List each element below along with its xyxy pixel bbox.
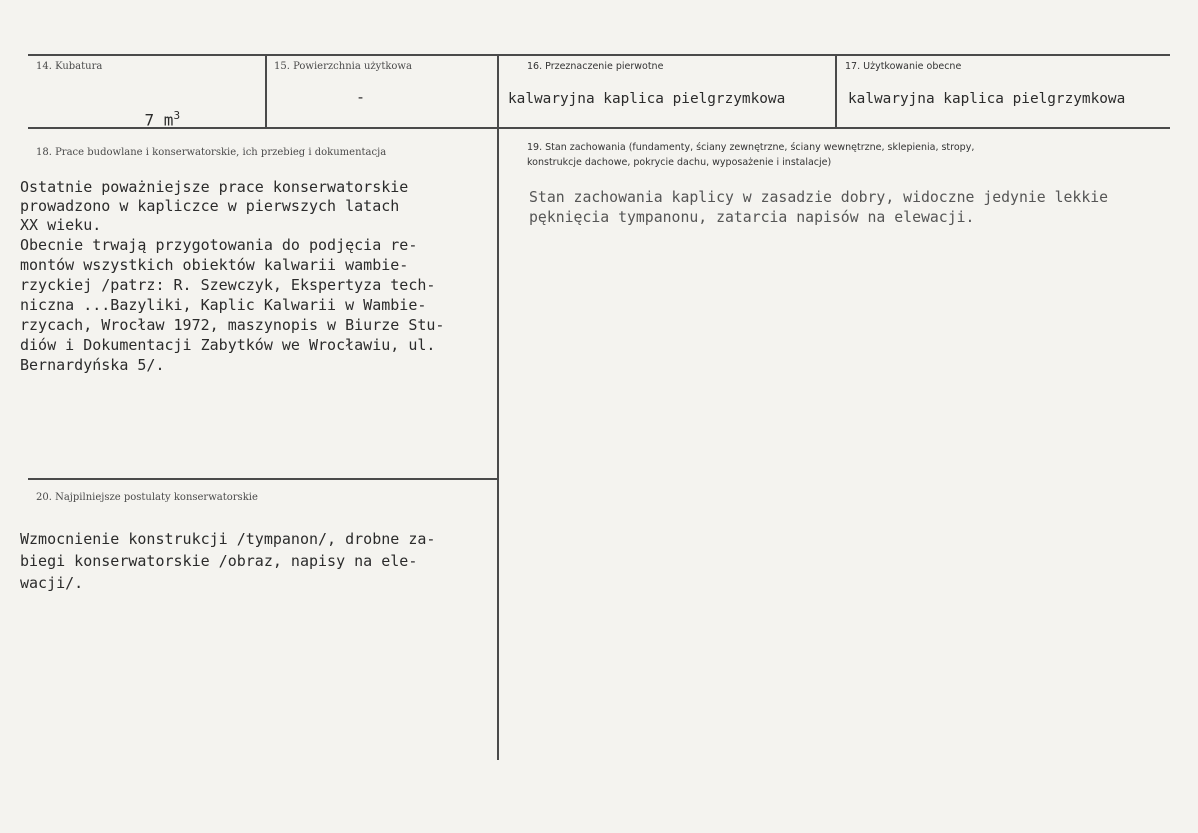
top-rule xyxy=(28,54,1170,56)
field-20-line: Wzmocnienie konstrukcji /tympanon/, drobne za- xyxy=(20,530,436,548)
field-14-value-exponent: 3 xyxy=(173,108,181,122)
field-18-line: montów wszystkich obiektów kalwarii wambie- xyxy=(20,256,409,274)
field-14-value-text: 7 m xyxy=(144,109,174,129)
field-18-line: rzycach, Wrocław 1972, maszynopis w Biurze Stu- xyxy=(20,316,445,334)
field-19-label-line1: 19. Stan zachowania (fundamenty, ściany zewnętrzne, ściany wewnętrzne, sklepienia, stropy, xyxy=(527,142,975,153)
field-19-line: pęknięcia tympanonu, zatarcia napisów na elewacji. xyxy=(529,209,975,226)
field-17-label: 17. Użytkowanie obecne xyxy=(845,61,962,72)
field-15-value: - xyxy=(356,88,366,106)
field-16-value: kalwaryjna kaplica pielgrzymkowa xyxy=(508,91,786,107)
field-20-line: biegi konserwatorskie /obraz, napisy na ele- xyxy=(20,552,418,570)
divider-16-17 xyxy=(835,54,837,128)
field-17-value: kalwaryjna kaplica pielgrzymkowa xyxy=(848,91,1126,107)
divider-main xyxy=(497,54,499,760)
field-16-label: 16. Przeznaczenie pierwotne xyxy=(527,61,664,72)
field-18-line: Bernardyńska 5/. xyxy=(20,356,165,374)
section18-bottom-rule xyxy=(28,478,498,480)
field-18-line: Ostatnie poważniejsze prace konserwatorskie xyxy=(20,178,409,196)
field-20-label: 20. Najpilniejsze postulaty konserwatorskie xyxy=(36,492,258,503)
field-14-label: 14. Kubatura xyxy=(36,61,103,72)
field-20-line: wacji/. xyxy=(20,574,84,592)
field-18-line: niczna ...Bazyliki, Kaplic Kalwarii w Wambie- xyxy=(20,296,427,314)
field-18-line: XX wieku. xyxy=(20,216,102,234)
field-18-line: Obecnie trwają przygotowania do podjęcia re- xyxy=(20,236,418,254)
field-19-label-line2: konstrukcje dachowe, pokrycie dachu, wyposażenie i instalacje) xyxy=(527,157,832,168)
field-18-line: prowadzono w kapliczce w pierwszych latach xyxy=(20,197,400,215)
field-14-value xyxy=(106,86,180,149)
field-18-line: diów i Dokumentacji Zabytków we Wrocławiu, ul. xyxy=(20,336,436,354)
field-15-label: 15. Powierzchnia użytkowa xyxy=(274,61,412,72)
field-19-line: Stan zachowania kaplicy w zasadzie dobry, widoczne jedynie lekkie xyxy=(529,189,1109,206)
divider-14-15 xyxy=(265,54,267,128)
field-18-line: rzyckiej /patrz: R. Szewczyk, Ekspertyza tech- xyxy=(20,276,436,294)
row1-bottom-rule xyxy=(28,127,1170,129)
field-18-label: 18. Prace budowlane i konserwatorskie, ich przebieg i dokumentacja xyxy=(36,147,387,158)
